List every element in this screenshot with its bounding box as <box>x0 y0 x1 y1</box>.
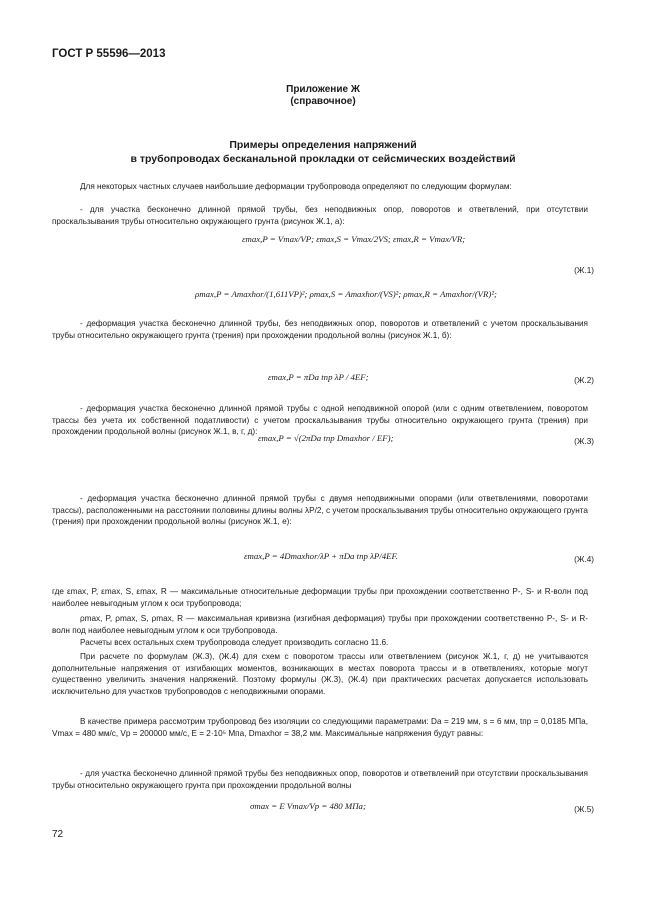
paragraph-remarks: При расчете по формулам (Ж.3), (Ж.4) для схем с поворотом трассы или ответвлением (рисунок Ж.1, г, д) не учитываются дополнительные напряжения от изгибающих моментов, возникающих в местах поворота трассы и в ответвлениях, которые могут существенно увеличить значения напряжений. Поэтому формулы (Ж.3), (Ж.4) при практических расчетах допускается использовать исключительно для участков трубопроводов с неподвижными опорами. <box>52 652 588 697</box>
paragraph-example: В качестве примера рассмотрим трубопровод без изоляции со следующими параметрами: Da = 219 мм, s = 6 мм, tпр = 0,0185 МПа, Vmax = 480 мм/с, Vp = 200000 мм/с, E = 2·10⁵ Мпа, Dmaxhor = 38,2 мм. Максимальные напряжения будут равны: <box>52 717 588 738</box>
formula-4 <box>244 551 398 561</box>
section-title-line1: Примеры определения напряжений <box>229 139 417 151</box>
formula-1b <box>195 289 497 299</box>
section-title-line2: в трубопроводах бесканальной прокладки от сейсмических воздействий <box>130 153 516 165</box>
paragraph-where-eps: где εmax, P, εmax, S, εmax, R — максимальные относительные деформации трубы при прохождении соответственно P-, S- и R-волн под наиболее невыгодным углом к оси трубопровода; <box>52 587 588 608</box>
paragraph-case-d: - деформация участка бесконечно длинной прямой трубы с двумя неподвижными опорами (или ответвлениями, поворотами трассы), расположенными на расстоянии половины длины волны λP/2, с учетом проскальзывания трубы относительно окружающего грунта (трения) при прохождении продольной волны (рисунок Ж.1, е): <box>52 494 588 527</box>
formula-5 <box>250 801 366 811</box>
formula-2-text: εmax,P = πDa tпр λP / 4EF; <box>268 372 369 382</box>
paragraph-case-a: - для участка бесконечно длинной прямой трубы, без неподвижных опор, поворотов и ответвлений, при отсутствии проскальзывания трубы относительно окружающего грунта (рисунок Ж.1, а): <box>52 205 588 226</box>
appendix-title: Приложение Ж <box>286 84 360 95</box>
paragraph-other-schemes: Расчеты всех остальных схем трубопровода следует производить согласно 11.6. <box>80 638 389 647</box>
section-title <box>0 138 646 166</box>
paragraph-case-result: - для участка бесконечно длинной прямой трубы без неподвижных опор, поворотов и ответвлений при отсутствии проскальзывания трубы относительно окружающего грунта при прохождении продольной волны <box>52 769 588 790</box>
paragraph-where-rho: ρmax, P, ρmax, S, ρmax, R — максимальная кривизна (изгибная деформация) трубы при прохождении соответственно P-, S- и R-волн под наиболее невыгодным углом к оси трубопровода. <box>52 614 588 635</box>
formula-number-5: (Ж.5) <box>574 805 594 814</box>
formula-number-2: (Ж.2) <box>574 376 594 385</box>
formula-number-3: (Ж.3) <box>574 437 594 446</box>
formula-1a <box>242 234 465 244</box>
formula-number-1: (Ж.1) <box>574 266 594 275</box>
formula-2 <box>268 372 369 382</box>
formula-4-text: εmax,P = 4Dmaxhor/λP + πDa tпр λP/4EF. <box>244 551 398 561</box>
formula-3 <box>258 433 394 443</box>
formula-number-4: (Ж.4) <box>574 555 594 564</box>
formula-3-text: εmax,P = √(2πDa tпр Dmaxhor / EF); <box>258 433 394 443</box>
appendix-note: (справочное) <box>290 96 356 107</box>
page-number: 72 <box>52 829 64 840</box>
standard-header: ГОСТ Р 55596—2013 <box>52 48 166 60</box>
formula-5-text: σmax = E Vmax/Vp = 480 МПа; <box>250 801 366 811</box>
paragraph-case-b: - деформация участка бесконечно длинной трубы, без неподвижных опор, поворотов и ответвлений с учетом проскальзывания трубы относительно окружающего грунта (трения) при прохождении продольной волны (рисунок Ж.1, б): <box>52 319 588 340</box>
formula-1b-text: ρmax,P = Amaxhor/(1,611VP)²; ρmax,S = Amaxhor/(VS)²; ρmax,R = Amaxhor/(VR)²; <box>195 289 497 299</box>
paragraph-intro: Для некоторых частных случаев наибольшие деформации трубопровода определяют по следующим формулам: <box>80 182 512 191</box>
paragraph-case-c: - деформация участка бесконечно длинной прямой трубы с одной неподвижной опорой (или с одним ответвлением, поворотом трассы без учета их собственной податливости) с учетом проскальзывания трубы относительно окружающего грунта (трения) при прохождении продольной волны (рисунок Ж.1, в, г, д): <box>52 404 588 437</box>
appendix-heading <box>0 84 646 108</box>
formula-1a-text: εmax,P = Vmax/VP; εmax,S = Vmax/2VS; εmax,R = Vmax/VR; <box>242 234 466 244</box>
